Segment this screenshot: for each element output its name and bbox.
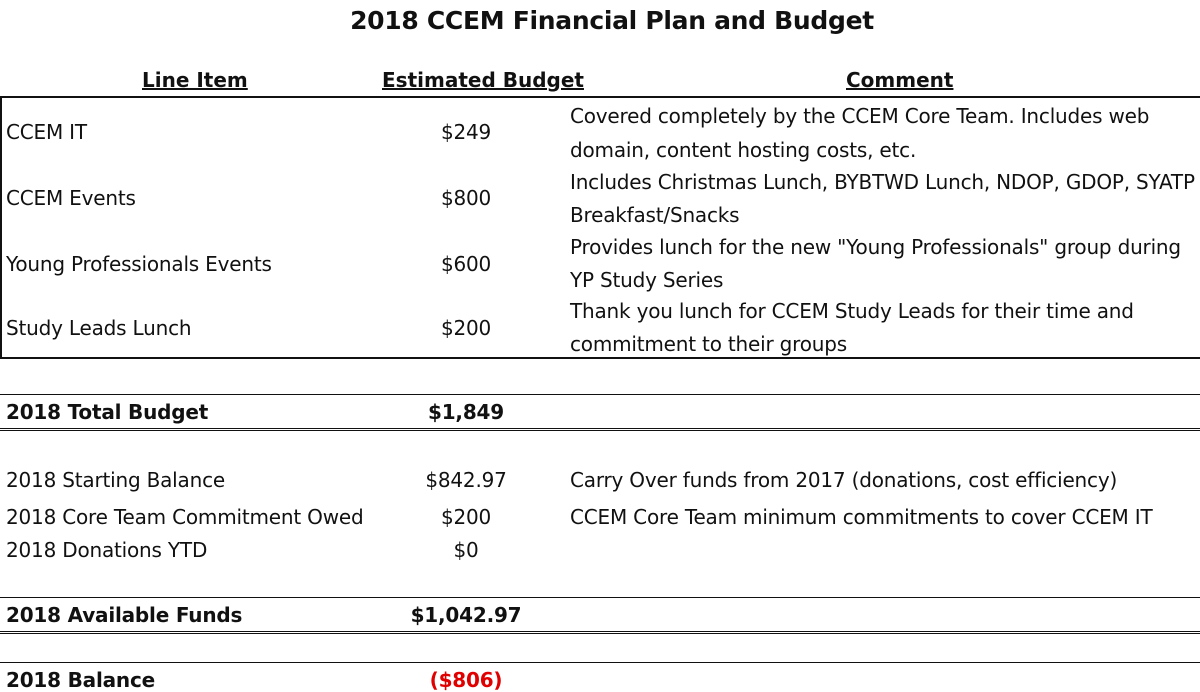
header-line-item: Line Item — [142, 68, 248, 92]
available-funds-label: 2018 Available Funds — [6, 603, 243, 627]
funds-amount: $200 — [440, 505, 492, 529]
divider — [0, 428, 1200, 431]
line-item-comment: Breakfast/Snacks — [570, 203, 740, 227]
total-budget-amount: $1,849 — [428, 400, 504, 424]
balance-amount: ($806) — [429, 668, 503, 692]
funds-label: 2018 Starting Balance — [6, 468, 225, 492]
funds-label: 2018 Core Team Commitment Owed — [6, 505, 364, 529]
line-item-amount: $200 — [440, 316, 492, 340]
line-item-comment: domain, content hosting costs, etc. — [570, 138, 917, 162]
line-item-comment: YP Study Series — [570, 268, 724, 292]
page-title: 2018 CCEM Financial Plan and Budget — [350, 6, 874, 35]
line-item-comment: Provides lunch for the new "Young Professionals" group during — [570, 235, 1181, 259]
divider — [0, 662, 1200, 663]
header-comment: Comment — [846, 68, 954, 92]
divider — [0, 597, 1200, 598]
divider — [0, 394, 1200, 395]
line-item-label: Young Professionals Events — [6, 252, 272, 276]
line-item-label: Study Leads Lunch — [6, 316, 192, 340]
line-item-amount: $249 — [440, 120, 492, 144]
line-item-label: CCEM Events — [6, 186, 136, 210]
funds-comment: CCEM Core Team minimum commitments to cover CCEM IT — [570, 505, 1153, 529]
total-budget-label: 2018 Total Budget — [6, 400, 209, 424]
header-estimated-budget: Estimated Budget — [382, 68, 584, 92]
available-funds-amount: $1,042.97 — [410, 603, 522, 627]
line-item-amount: $600 — [440, 252, 492, 276]
divider — [0, 631, 1200, 634]
line-item-amount: $800 — [440, 186, 492, 210]
funds-label: 2018 Donations YTD — [6, 538, 208, 562]
line-item-comment: Thank you lunch for CCEM Study Leads for their time and — [570, 299, 1134, 323]
line-item-comment: commitment to their groups — [570, 332, 847, 356]
balance-label: 2018 Balance — [6, 668, 155, 692]
funds-comment: Carry Over funds from 2017 (donations, cost efficiency) — [570, 468, 1118, 492]
line-item-comment: Covered completely by the CCEM Core Team. Includes web — [570, 104, 1150, 128]
funds-amount: $0 — [453, 538, 479, 562]
funds-amount: $842.97 — [425, 468, 507, 492]
line-item-label: CCEM IT — [6, 120, 87, 144]
line-item-comment: Includes Christmas Lunch, BYBTWD Lunch, NDOP, GDOP, SYATP — [570, 170, 1195, 194]
